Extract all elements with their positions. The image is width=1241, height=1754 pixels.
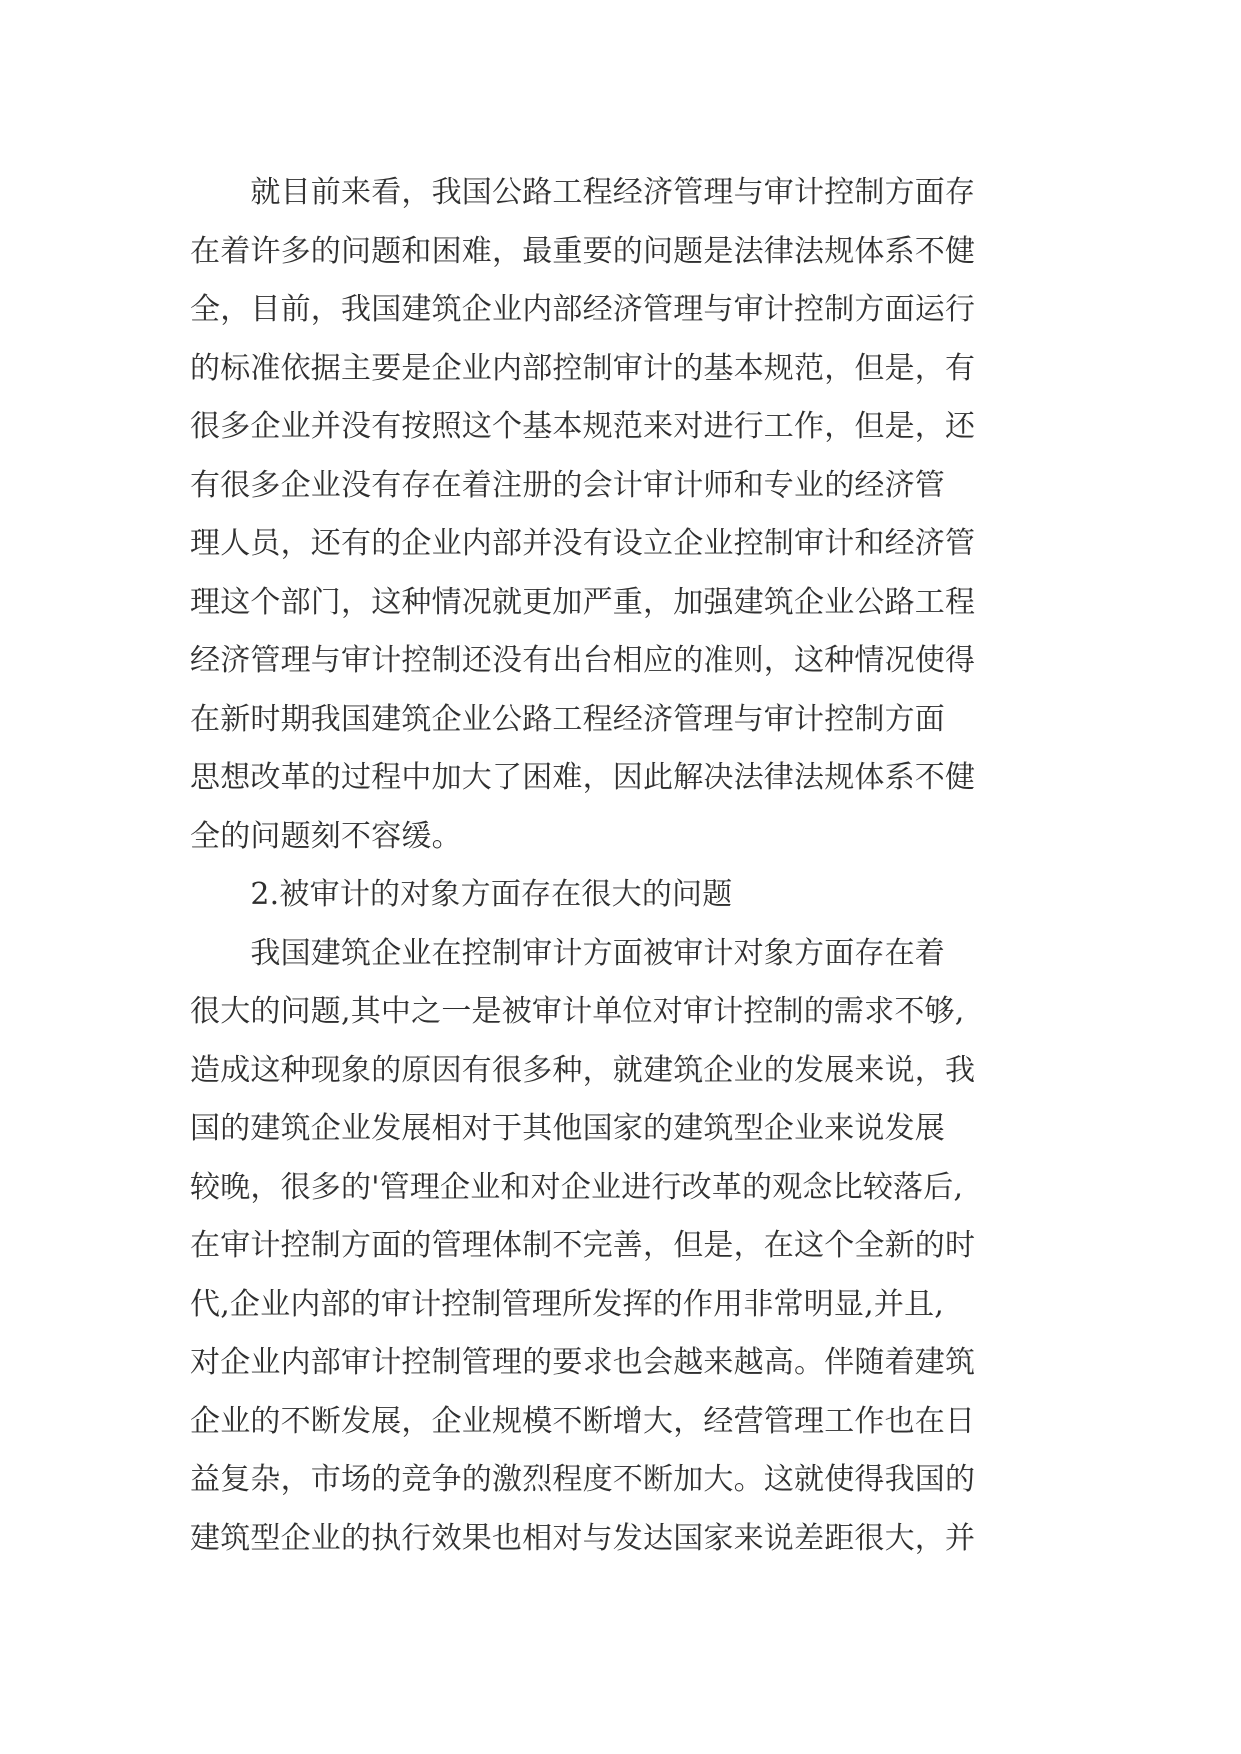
- section-heading: 2.被审计的对象方面存在很大的问题: [190, 877, 733, 912]
- text-line: 就目前来看，我国公路工程经济管理与审计控制方面存: [190, 175, 976, 210]
- text-line: 较晚，很多的'管理企业和对企业进行改革的观念比较落后,: [190, 1169, 964, 1205]
- text-line: 经济管理与审计控制还没有出台相应的准则，这种情况使得: [190, 643, 976, 678]
- text-line: 理这个部门，这种情况就更加严重，加强建筑企业公路工程: [190, 584, 976, 620]
- text-line: 企业的不断发展，企业规模不断增大，经营管理工作也在日: [190, 1403, 976, 1439]
- text-line: 有很多企业没有存在着注册的会计审计师和专业的经济管: [190, 467, 945, 503]
- paragraph-1: [190, 164, 1070, 866]
- text-line: 造成这种现象的原因有很多种，就建筑企业的发展来说，我: [190, 1052, 976, 1088]
- text-line: 代,企业内部的审计控制管理所发挥的作用非常明显,并且,: [190, 1286, 945, 1322]
- text-line: 的标准依据主要是企业内部控制审计的基本规范，但是，有: [190, 350, 976, 386]
- text-line: 理人员，还有的企业内部并没有设立企业控制审计和经济管: [190, 526, 976, 561]
- text-line: 在新时期我国建筑企业公路工程经济管理与审计控制方面: [190, 701, 945, 737]
- text-line: 建筑型企业的执行效果也相对与发达国家来说差距很大，并: [190, 1520, 976, 1556]
- body-text: [190, 164, 1070, 1568]
- text-line: 在着许多的问题和困难，最重要的问题是法律法规体系不健: [190, 233, 976, 269]
- text-line: 全的问题刻不容缓。: [190, 818, 462, 854]
- text-line: 国的建筑企业发展相对于其他国家的建筑型企业来说发展: [190, 1111, 945, 1146]
- text-line: 全，目前，我国建筑企业内部经济管理与审计控制方面运行: [190, 292, 976, 327]
- text-line: 在审计控制方面的管理体制不完善，但是，在这个全新的时: [190, 1228, 976, 1263]
- text-line: 益复杂，市场的竞争的激烈程度不断加大。这就使得我国的: [190, 1462, 976, 1497]
- text-line: 思想改革的过程中加大了困难，因此解决法律法规体系不健: [190, 760, 976, 795]
- text-line: 我国建筑企业在控制审计方面被审计对象方面存在着: [190, 935, 945, 971]
- text-line: 很大的问题,其中之一是被审计单位对审计控制的需求不够,: [190, 994, 965, 1029]
- text-line: 对企业内部审计控制管理的要求也会越来越高。伴随着建筑: [190, 1345, 976, 1380]
- text-line: 很多企业并没有按照这个基本规范来对进行工作，但是，还: [190, 409, 976, 444]
- paragraph-2: [190, 925, 1070, 1569]
